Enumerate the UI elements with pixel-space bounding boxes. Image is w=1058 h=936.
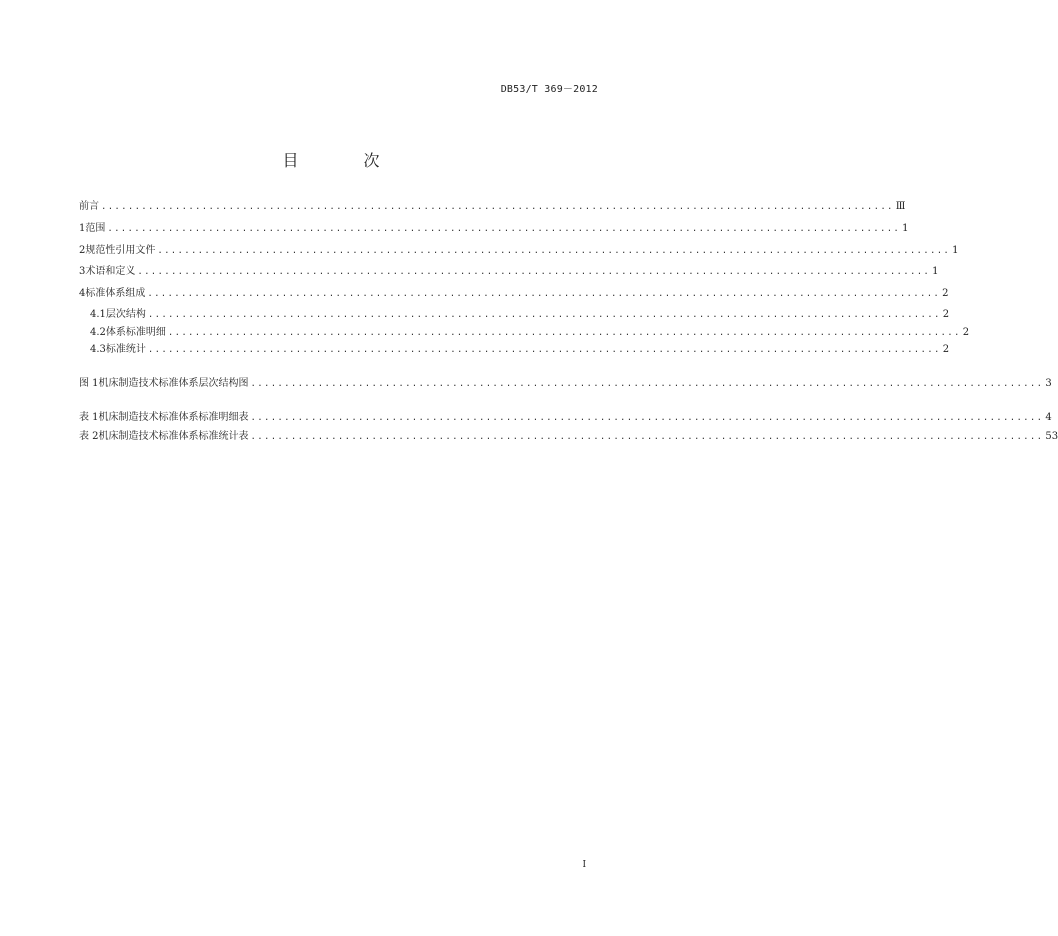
toc-page-number: 2 bbox=[942, 309, 950, 320]
toc-page-number: 2 bbox=[942, 344, 950, 355]
table-number: 表 2 bbox=[79, 431, 99, 442]
toc-entry-terms-definitions[interactable] bbox=[79, 265, 939, 279]
toc-number: 4 bbox=[79, 288, 86, 299]
figure-page-number: 3 bbox=[1045, 378, 1052, 389]
dot-leader: ...................................................................................................................... bbox=[107, 224, 901, 234]
table-number: 表 1 bbox=[79, 412, 99, 423]
table-entry[interactable] bbox=[79, 430, 1058, 444]
toc-number: 1 bbox=[79, 223, 86, 234]
toc-entry-foreword[interactable] bbox=[79, 200, 906, 214]
figure-number: 图 1 bbox=[79, 378, 99, 389]
figure-entry[interactable] bbox=[79, 377, 1052, 391]
table-label: 机床制造技术标准体系标准明细表 bbox=[98, 412, 249, 423]
toc-page-number: Ⅲ bbox=[895, 201, 906, 212]
dot-leader: ...................................................................................................................... bbox=[147, 310, 941, 320]
toc-label: 术语和定义 bbox=[85, 266, 136, 277]
toc-label: 标准体系组成 bbox=[85, 288, 146, 299]
table-label: 机床制造技术标准体系标准统计表 bbox=[98, 431, 249, 442]
toc-label: 前言 bbox=[79, 201, 99, 212]
toc-page-number: 2 bbox=[962, 327, 970, 338]
toc-label: 标准统计 bbox=[105, 344, 146, 355]
dot-leader: ...................................................................................................................... bbox=[167, 328, 961, 338]
toc-label: 体系标准明细 bbox=[105, 327, 166, 338]
dot-leader: ...................................................................................................................... bbox=[250, 413, 1044, 423]
dot-leader: ...................................................................................................................... bbox=[147, 289, 941, 299]
page-number: I bbox=[582, 860, 586, 870]
toc-number: 4.1 bbox=[90, 309, 106, 320]
toc-entry-hierarchy[interactable] bbox=[90, 308, 950, 322]
toc-entry-scope[interactable] bbox=[79, 222, 909, 236]
toc-entry-normative-references[interactable] bbox=[79, 244, 959, 258]
toc-page-number: 1 bbox=[932, 266, 939, 277]
toc-page-number: 1 bbox=[952, 245, 959, 256]
toc-number: 4.2 bbox=[90, 327, 106, 338]
dot-leader: ...................................................................................................................... bbox=[157, 246, 951, 256]
dot-leader: ...................................................................................................................... bbox=[147, 345, 941, 355]
toc-label: 范围 bbox=[85, 223, 106, 234]
document-code: DB53/T 369－2012 bbox=[500, 84, 598, 95]
dot-leader: ...................................................................................................................... bbox=[137, 267, 931, 277]
dot-leader: ...................................................................................................................... bbox=[101, 202, 894, 212]
table-entry[interactable] bbox=[79, 411, 1052, 425]
toc-label: 规范性引用文件 bbox=[85, 245, 156, 256]
dot-leader: ...................................................................................................................... bbox=[250, 432, 1044, 442]
toc-label: 层次结构 bbox=[105, 309, 146, 320]
toc-number: 2 bbox=[79, 245, 86, 256]
toc-page-number: 2 bbox=[942, 288, 949, 299]
dot-leader: ...................................................................................................................... bbox=[250, 379, 1044, 389]
table-page-number: 4 bbox=[1045, 412, 1052, 423]
figure-label: 机床制造技术标准体系层次结构图 bbox=[98, 378, 249, 389]
toc-number: 4.3 bbox=[90, 344, 106, 355]
page-title: 目 次 bbox=[282, 151, 410, 170]
toc-entry-standard-statistics[interactable] bbox=[90, 343, 950, 357]
toc-entry-standard-details[interactable] bbox=[90, 326, 970, 340]
toc-entry-system-composition[interactable] bbox=[79, 287, 949, 301]
toc-number: 3 bbox=[79, 266, 86, 277]
table-page-number: 53 bbox=[1045, 431, 1058, 442]
toc-page-number: 1 bbox=[902, 223, 909, 234]
